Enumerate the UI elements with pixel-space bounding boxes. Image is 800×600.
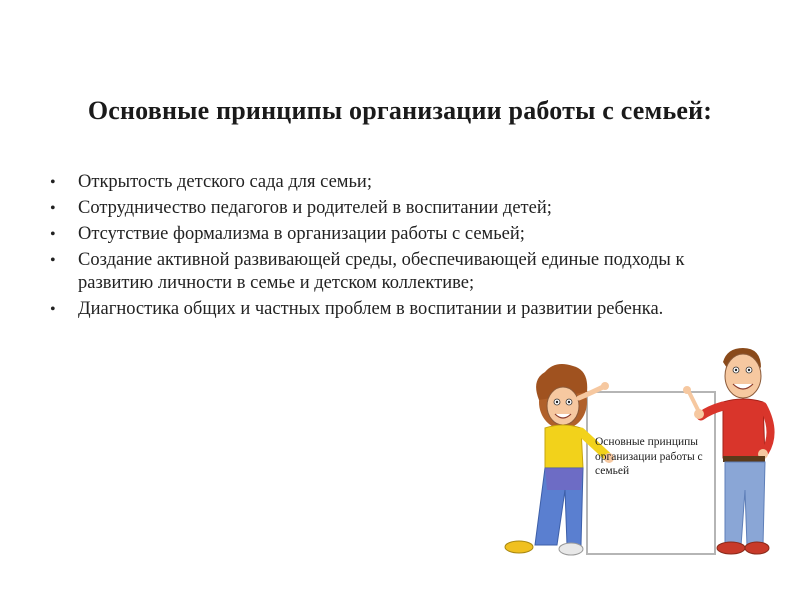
sign-text: Основные принципы организации работы с семьей — [595, 436, 703, 477]
list-item-text: Отсутствие формализма в организации работы с семьей; — [78, 224, 525, 244]
bullet-icon: • — [50, 226, 56, 243]
list-item-text: Диагностика общих и частных проблем в воспитании и развитии ребенка. — [78, 299, 664, 319]
bullet-icon: • — [50, 200, 56, 217]
list-item — [48, 197, 738, 220]
bullet-icon: • — [50, 252, 56, 269]
list-item — [48, 171, 738, 194]
bullet-icon: • — [50, 301, 56, 318]
list-item — [48, 298, 738, 321]
slide-title: Основные принципы организации работы с семьей: — [87, 96, 713, 125]
list-item-text: Сотрудничество педагогов и родителей в воспитании детей; — [78, 198, 552, 218]
list-item-text: Создание активной развивающей среды, обеспечивающей единые подходы к развитию личности в семье и детском коллективе; — [78, 250, 685, 293]
list-item — [48, 249, 738, 295]
bullet-icon: • — [50, 174, 56, 191]
list-item — [48, 223, 738, 246]
principles-list — [48, 171, 738, 324]
list-item-text: Открытость детского сада для семьи; — [78, 172, 372, 192]
